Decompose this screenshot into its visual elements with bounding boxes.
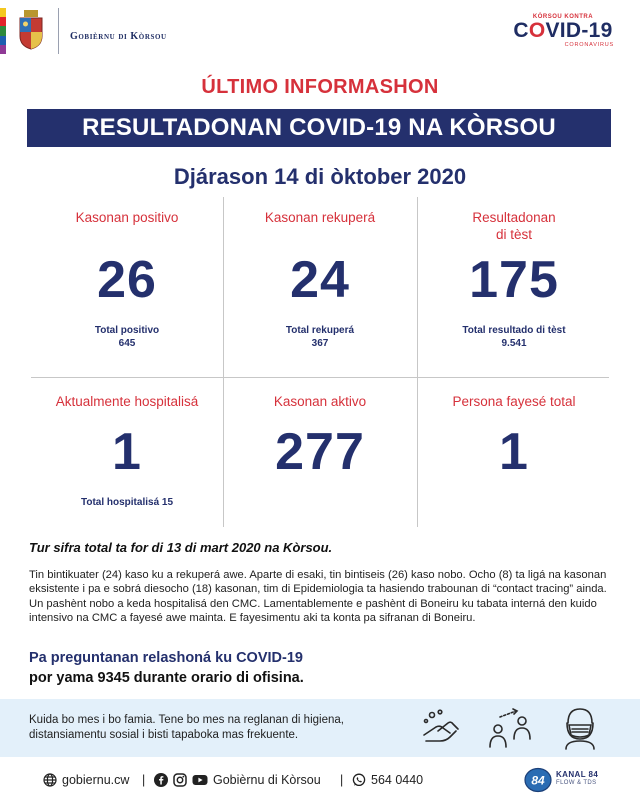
stat-active-cases [224,393,416,482]
stat-label: Kasonan rekuperá [264,210,376,225]
header-divider [58,8,59,54]
stat-label: Persona fayesé total [452,394,576,409]
grid-divider [31,377,609,378]
stat-positive-cases [31,209,223,350]
stat-total-label: Total resultado di tèst [462,325,566,336]
stat-value: 175 [469,251,559,309]
stat-test-results [418,209,610,350]
hand-washing-icon [418,705,466,751]
kanal-name: KANAL 84 [556,770,599,779]
flag-stripe [0,45,6,54]
kanal-84-logo [524,767,552,793]
youtube-icon[interactable] [192,773,208,787]
stat-value: 1 [112,423,142,481]
questions-line-2: por yama 9345 durante orario di ofisina. [29,670,304,686]
kanal-sub: FLOW & TDS [556,780,597,786]
stat-total-label: Total hospitalisá 15 [80,497,174,508]
kanal-badge-number: 84 [531,773,545,788]
social-name-text: Gobièrnu di Kòrsou [213,773,321,787]
flag-color-strip [0,8,6,54]
footer-separator: | [340,773,344,787]
stat-total-label: Total positivo [94,325,160,336]
stat-label: Kasonan aktivo [273,394,367,409]
flag-stripe [0,8,6,17]
social-links[interactable] [154,773,321,787]
stat-total-value: 367 [311,338,329,349]
virus-icon: O [528,19,546,42]
flag-stripe [0,17,6,26]
stat-total-value: 9.541 [501,338,527,349]
instagram-icon[interactable] [173,773,187,787]
stat-label-line2: di tèst [495,227,533,242]
korsou-kontra-covid-logo [508,14,618,54]
logo-kicker: KÒRSOU KONTRA [532,14,594,20]
stat-label: Aktualmente hospitalisá [55,394,199,409]
total-figures-note: Tur sifra total ta for di 13 di mart 2020 na Kòrsou. [29,540,333,555]
phone-link[interactable] [352,773,423,787]
page-header [0,0,640,62]
coat-of-arms-icon [18,10,44,50]
page-footer [0,764,640,800]
logo-subtitle: CORONAVIRUS [564,42,614,48]
report-date: Djárason 14 di òktober 2020 [173,164,467,189]
website-text: gobiernu.cw [62,773,130,787]
update-paragraph: Tin bintikuater (24) kaso ku a rekuperá awe. Aparte di esaki, tin bintiseis (26) kaso nobo. Ocho (8) ta ligá na kasonan eksistente i pa e sobrá diesocho (18) kasonan, tim di Epidemiologia ta hasiendo trabounan di “contact tracing” ainda. Un pashènt nobo a keda hospitalisá den CMC. Lamentablemente e pashènt di Boneiru ku tabata interná den kuido intensivo na CMC a fayesé awe mainta. E fayesimentu aki ta konta pa sifranan di Boneiru. [29,569,607,624]
hygiene-advice-band [0,699,640,757]
stat-label: Resultadonan [472,210,556,225]
logo-wordmark [508,20,618,42]
stat-value: 26 [97,251,157,309]
stats-grid [31,197,609,527]
social-distancing-icon [486,705,534,751]
stat-recovered-cases [224,209,416,350]
hygiene-advice-text: Kuida bo mes i bo famia. Tene bo mes na reglanan di higiena, distansiamentu sosial i bisti tapaboka mas frekuente. [29,714,344,741]
website-link[interactable] [43,773,129,787]
government-name: Gobièrnu di Kòrsou [70,31,167,42]
stat-value: 24 [290,251,350,309]
facebook-icon[interactable] [154,773,168,787]
whatsapp-icon [352,773,366,787]
stat-total-label: Total rekuperá [285,325,355,336]
stat-hospitalized [31,393,223,509]
stat-deceased-total [418,393,610,482]
stat-total-value: 645 [118,338,136,349]
face-mask-icon [556,705,604,751]
stat-value: 277 [275,423,365,481]
globe-icon [43,773,57,787]
footer-separator: | [142,773,146,787]
stat-label: Kasonan positivo [75,210,179,225]
logo-word-prefix: C [513,19,529,42]
questions-line-1: Pa preguntanan relashoná ku COVID-19 [29,650,303,666]
title-banner: RESULTADONAN COVID-19 NA KÒRSOU [27,109,611,147]
latest-info-kicker: ÚLTIMO INFORMASHON [201,76,439,98]
stat-value: 1 [499,423,529,481]
flag-stripe [0,26,6,35]
flag-stripe [0,36,6,45]
phone-text: 564 0440 [371,773,424,787]
logo-word-suffix: VID-19 [545,19,613,42]
kanal-84-label [556,770,598,788]
